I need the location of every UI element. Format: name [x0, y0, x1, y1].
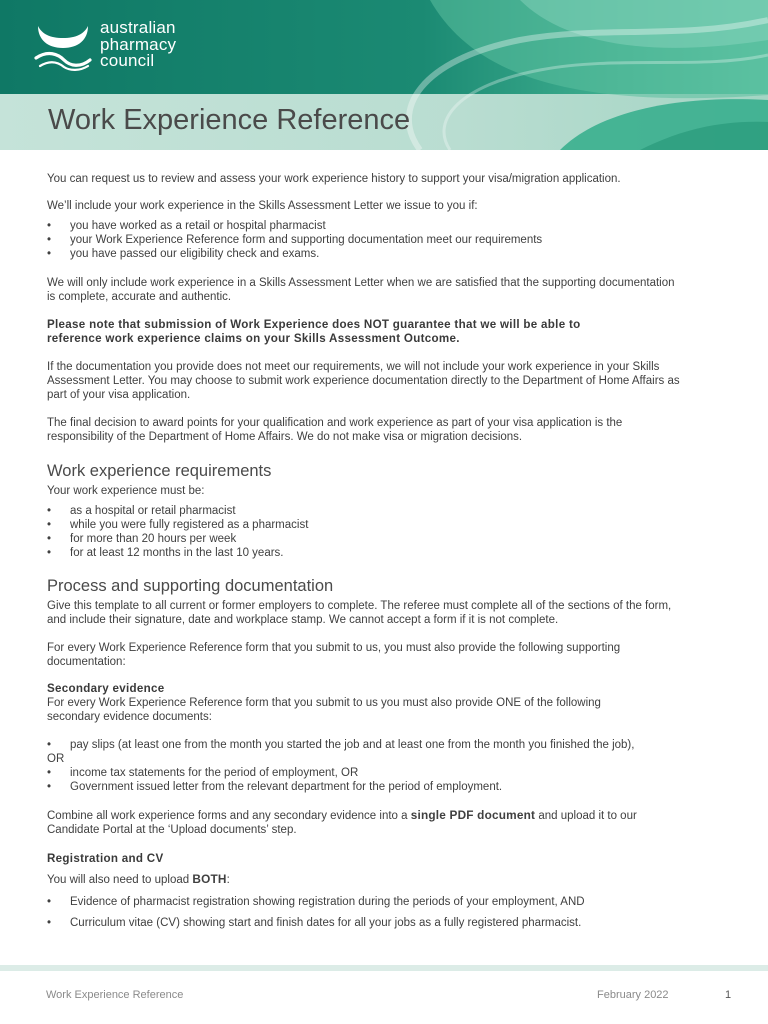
section-lead: Your work experience must be:: [47, 485, 205, 497]
text-line: For every Work Experience Reference form that you submit to us you must also provide ONE of the following: [47, 697, 601, 709]
list-item: • Evidence of pharmacist registration showing registration during the periods of your employment, AND: [47, 895, 727, 909]
list-item: • for at least 12 months in the last 10 years.: [47, 546, 727, 560]
text-line: secondary evidence documents:: [47, 711, 212, 723]
text-line: responsibility of the Department of Home Affairs. We do not make visa or migration decisions.: [47, 431, 523, 443]
list-item: • income tax statements for the period of employment, OR: [47, 766, 727, 780]
page-header: [0, 0, 768, 150]
logo-wordmark: [100, 20, 176, 70]
text-fragment: You will also need to upload: [47, 874, 193, 886]
footer-title: Work Experience Reference: [46, 989, 184, 1001]
page-title: Work Experience Reference: [48, 104, 411, 136]
intro-paragraph: [47, 416, 727, 444]
list-item: • as a hospital or retail pharmacist: [47, 504, 727, 518]
text-line: Please note that submission of Work Experience does NOT guarantee that we will be able to: [47, 318, 581, 331]
registration-list: [47, 895, 727, 930]
text-line: part of your visa application.: [47, 389, 191, 401]
emphasis: BOTH: [192, 872, 227, 886]
subsection-heading: Registration and CV: [47, 852, 164, 865]
emphasis: single PDF document: [410, 808, 536, 822]
list-item: • you have passed our eligibility check and exams.: [47, 247, 727, 261]
requirements-list: [47, 504, 727, 560]
intro-paragraph: [47, 276, 727, 304]
intro-paragraph: You can request us to review and assess your work experience history to support your visa/migration application.: [47, 173, 621, 185]
list-item: • Government issued letter from the relevant department for the period of employment.: [47, 780, 727, 794]
process-paragraph: [47, 599, 727, 627]
document-body: [47, 172, 727, 936]
registration-lead: [47, 872, 727, 887]
list-item: • Curriculum vitae (CV) showing start and finish dates for all your jobs as a fully registered pharmacist.: [47, 916, 727, 930]
footer-date: February 2022: [597, 989, 669, 1001]
intro-paragraph: [47, 360, 727, 402]
text-fragment: Combine all work experience forms and any secondary evidence into a: [47, 810, 411, 822]
important-note: [47, 318, 727, 346]
text-line: and include their signature, date and workplace stamp. We cannot accept a form if it is not complete.: [47, 614, 559, 626]
text-line: For every Work Experience Reference form that you submit to us, you must also provide the following supporting: [47, 642, 621, 654]
section-heading: Work experience requirements: [47, 462, 272, 480]
logo-line: australian: [100, 18, 176, 37]
intro-paragraph: We’ll include your work experience in the Skills Assessment Letter we issue to you if:: [47, 200, 478, 212]
logo-line: council: [100, 51, 155, 70]
list-item: • while you were fully registered as a pharmacist: [47, 518, 727, 532]
footer-divider: [0, 965, 768, 971]
text-line: If the documentation you provide does not meet our requirements, we will not include your work experience in your Skills: [47, 361, 660, 373]
logo-mark-icon: [34, 20, 92, 72]
list-item: • pay slips (at least one from the month you started the job and at least one from the month you finished the job),: [47, 738, 727, 752]
text-line: reference work experience claims on your Skills Assessment Outcome.: [47, 332, 460, 345]
section-heading: Process and supporting documentation: [47, 577, 334, 595]
logo-line: pharmacy: [100, 34, 177, 54]
eligibility-list: [47, 219, 727, 261]
list-item: • your Work Experience Reference form and supporting documentation meet our requirements: [47, 233, 727, 247]
secondary-evidence-list: [47, 738, 727, 794]
text-line: Assessment Letter. You may choose to submit work experience documentation directly to the Department of Home Affairs as: [47, 375, 680, 387]
text-line: The final decision to award points for your qualification and work experience as part of your visa application is the: [47, 417, 623, 429]
council-logo: [34, 20, 176, 72]
process-paragraph: [47, 641, 727, 669]
subsection-heading: Secondary evidence: [47, 682, 165, 695]
list-item: • you have worked as a retail or hospital pharmacist: [47, 219, 727, 233]
text-line: Give this template to all current or former employers to complete. The referee must complete all of the sections of the form,: [47, 600, 672, 612]
or-separator: OR: [47, 753, 65, 765]
text-line: Candidate Portal at the ‘Upload documents’ step.: [47, 824, 297, 836]
text-line: We will only include work experience in a Skills Assessment Letter when we are satisfied that the supporting documentation: [47, 277, 675, 289]
combine-instructions: [47, 808, 727, 837]
text-fragment: and upload it to our: [535, 810, 637, 822]
text-line: documentation:: [47, 656, 126, 668]
page-number: 1: [725, 989, 732, 1001]
secondary-evidence-text: [47, 696, 727, 724]
list-item: • for more than 20 hours per week: [47, 532, 727, 546]
text-fragment: :: [226, 874, 230, 886]
text-line: is complete, accurate and authentic.: [47, 291, 232, 303]
